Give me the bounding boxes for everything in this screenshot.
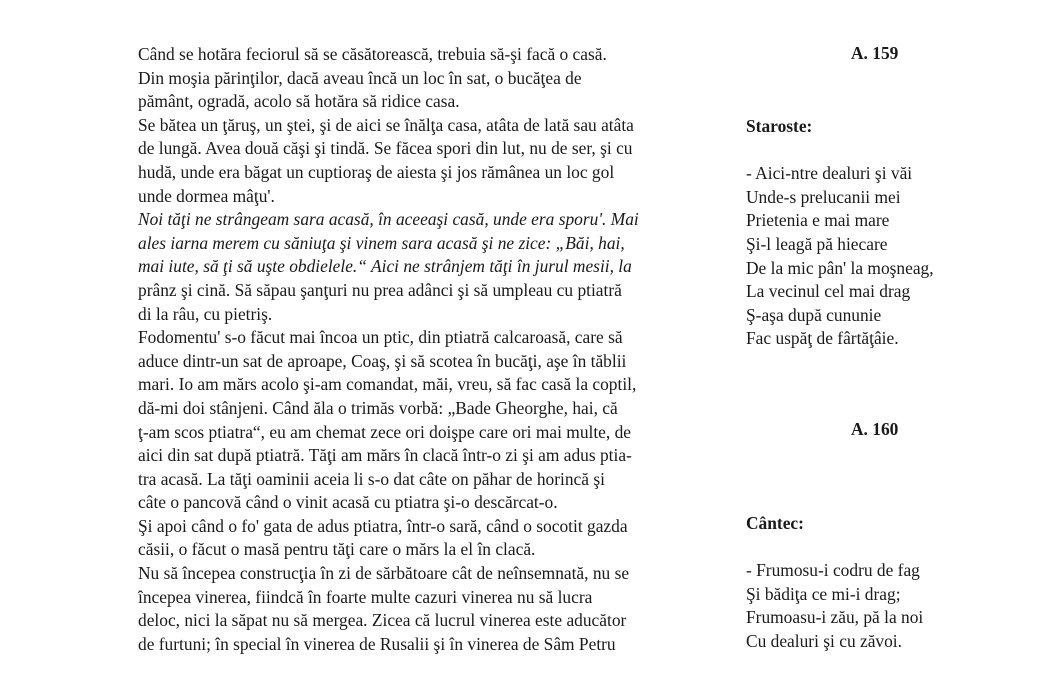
text-line: Din moşia părinţilor, dacă aveau încă un loc în sat, o bucăţea de — [138, 67, 582, 88]
verse-line: Unde-s prelucanii mei — [746, 186, 901, 207]
verse — [746, 162, 1006, 351]
text-line: tra acasă. La tăţi oaminii aceia li s-o dat câte on păhar de horincă şi — [138, 468, 605, 489]
text-line: mai iute, să ţi să uşte obdielele.“ Aici ne strânjem tăţi în jurul mesii, la — [138, 256, 632, 277]
text-line: de lungă. Avea două căşi şi tindă. Se făcea spori din lut, nu de ser, şi cu — [138, 138, 633, 159]
main-paragraph — [138, 43, 724, 656]
text-line: căsii, o făcut o masă pentru tăţi care o mărs la el în clacă. — [138, 539, 536, 560]
archive-code-a160: A. 160 — [851, 419, 899, 439]
text-line: câte o pancovă când o vinit acasă cu ptiatra şi-o descărcat-o. — [138, 492, 558, 513]
verse-line: Şi-l leagă pă hiecare — [746, 233, 888, 254]
text-line: hudă, unde era băgat un cuptioraş de aiesta şi jos rămânea un loc gol — [138, 161, 615, 182]
text-line: pământ, ogradă, acolo să hotăra să ridice casa. — [138, 91, 460, 112]
verse-line: Ş-aşa după cununie — [746, 304, 882, 325]
text-line: ales iarna merem cu săniuţa şi vinem sara acasă şi ne zice: „Băi, hai, — [138, 232, 625, 253]
verse-line: Cu dealuri şi cu zăvoi. — [746, 630, 902, 651]
verse-line: Fac uspăţ de fârtăţâie. — [746, 328, 899, 349]
text-line: Fodomentu' s-o făcut mai încoa un ptic, din ptiatră calcaroasă, care să — [138, 327, 623, 348]
verse-line: La vecinul cel mai drag — [746, 281, 911, 302]
side-block-staroste — [746, 115, 1006, 351]
text-line: ţ-am scos ptiatra“, eu am chemat zece ori doişpe care ori mai multe, de — [138, 421, 632, 442]
text-line: începea vinerea, fiindcă în foarte multe cazuri vinerea nu să lucra — [138, 586, 593, 607]
verse-line: - Aici-ntre dealuri şi văi — [746, 163, 913, 184]
verse-line: De la mic pân' la moşneag, — [746, 257, 934, 278]
song-label: Cântec: — [746, 513, 804, 533]
speaker-label: Staroste: — [746, 116, 813, 136]
verse-line: - Frumosu-i codru de fag — [746, 560, 920, 581]
text-line: prânz şi cină. Să săpau şanţuri nu prea adânci şi să umpleau cu ptiatră — [138, 279, 622, 300]
side-block-cantec — [746, 512, 1006, 654]
text-line: aici din sat după ptiatră. Tăţi am mărs în clacă într-o zi şi am adus ptia- — [138, 445, 632, 466]
verse — [746, 559, 1006, 653]
text-line: dă-mi doi stânjeni. Când ăla o trimăs vorbă: „Bade Gheorghe, hai, că — [138, 397, 618, 418]
text-line: Când se hotăra feciorul să se căsătorească, trebuia să-şi facă o casă. — [138, 44, 607, 64]
text-line: aduce dintr-un sat de aproape, Coaş, şi să scotea în bucăţi, aşe în tăblii — [138, 350, 627, 371]
text-line: Şi apoi când o fo' gata de adus ptiatra, într-o sară, când o socotit gazda — [138, 515, 628, 536]
text-line: de furtuni; în special în vinerea de Rusalii şi în vinerea de Sâm Petru — [138, 633, 616, 654]
text-line: Se bătea un ţăruş, un ştei, şi de aici se înălţa casa, atâta de lată sau atâta — [138, 114, 634, 135]
archive-code-a159: A. 159 — [851, 43, 899, 63]
text-line: di la râu, cu pietriş. — [138, 303, 273, 324]
text-line: deloc, nici la săpat nu să mergea. Zicea că lucrul vinerea este aducător — [138, 610, 627, 631]
verse-line: Frumoasu-i zău, pă la noi — [746, 607, 924, 628]
text-line: Nu să începea construcţia în zi de sărbătoare cât de neînsemnată, nu se — [138, 563, 630, 584]
verse-line: Şi bădiţa ce mi-i drag; — [746, 583, 901, 604]
text-line: Noi tăţi ne strângeam sara acasă, în aceeaşi casă, unde era sporu'. Mai — [138, 209, 639, 230]
text-line: mari. Io am mărs acolo şi-am comandat, măi, vreu, să fac casă la coptil, — [138, 374, 637, 395]
verse-line: Prietenia e mai mare — [746, 210, 890, 231]
text-line: unde dormea mâţu'. — [138, 185, 275, 206]
main-text-column — [138, 43, 724, 656]
